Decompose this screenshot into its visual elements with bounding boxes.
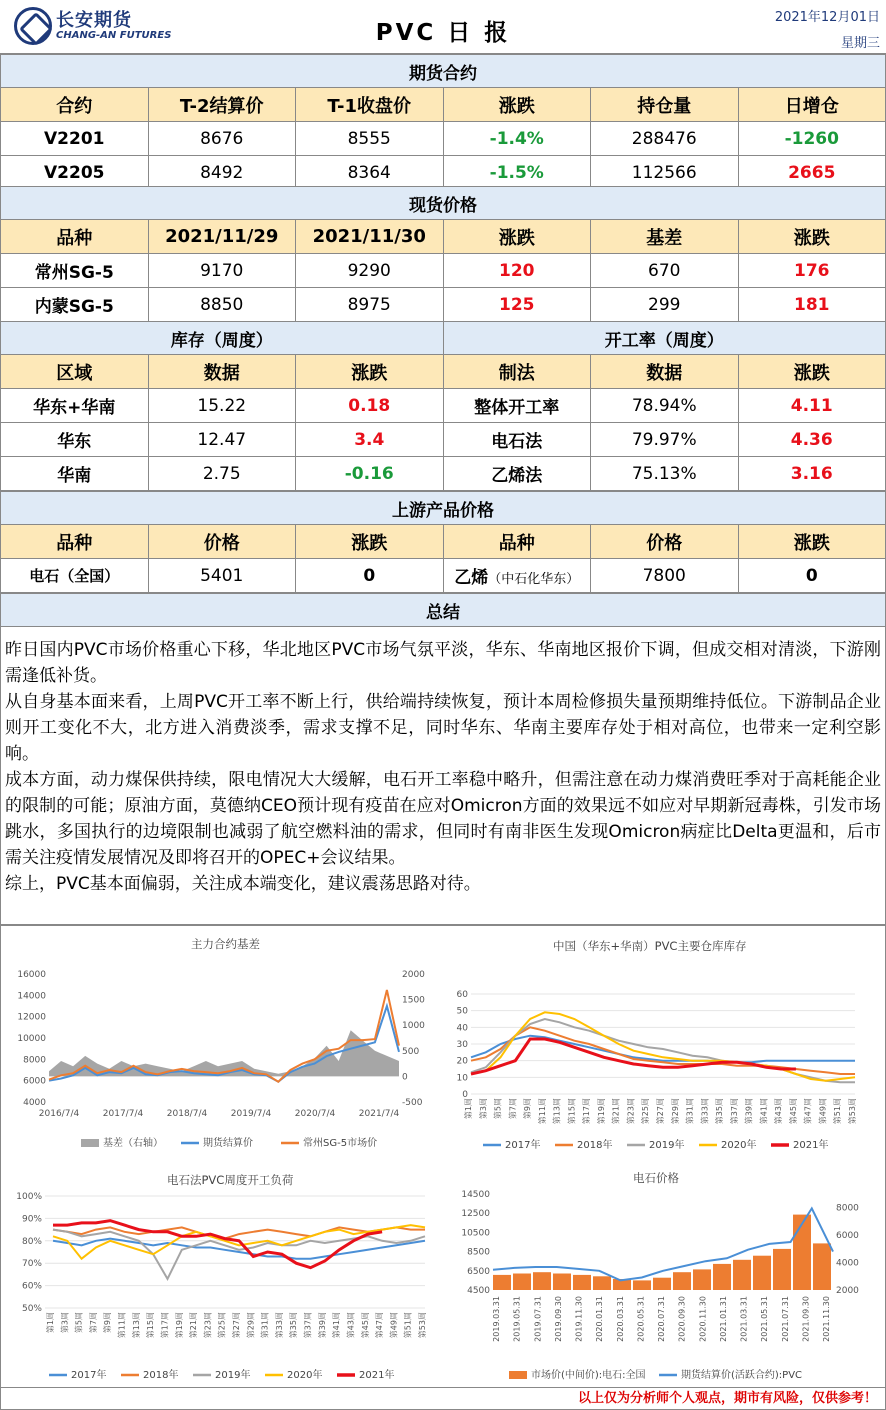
col-header: 合约 (1, 88, 149, 122)
y2-tick-label: 1000 (402, 1021, 425, 1032)
legend-label: 2021年 (359, 1370, 395, 1381)
section-title: 上游产品价格 (1, 492, 886, 525)
x-tick-label: 第43周 (346, 1312, 356, 1339)
x-tick-label: 第27周 (656, 1098, 665, 1125)
y2-tick-label: -500 (402, 1098, 423, 1108)
x-tick-label: 第29周 (670, 1098, 680, 1125)
x-tick-label: 第9周 (103, 1312, 113, 1334)
summary-paragraph: 昨日国内PVC市场价格重心下移，华北地区PVC市场气氛平淡，华东、华南地区报价下调，但成交相对清淡，下游刚需逢低补货。 (5, 640, 881, 686)
x-tick-label: 2019.03.31 (492, 1296, 501, 1342)
y-tick-label: 6500 (467, 1266, 490, 1277)
y2-tick-label: 6000 (836, 1231, 859, 1242)
x-tick-label: 2019.09.30 (553, 1296, 563, 1342)
x-tick-label: 第47周 (803, 1098, 813, 1125)
summary-paragraph: 成本方面，动力煤保供持续，限电情况大大缓解，电石开工率稳中略升，但需注意在动力煤消费旺季对于高耗能企业的限制的可能；原油方面，莫德纳CEO预计现有疫苗在应对Omicron方面的效果远不如应对早期新冠毒株，引发市场跳水，多国执行的边境限制也减弱了航空燃料油的需求，但同时有南非医生发现Omicron病症比Delta更温和，后市需关注疫情发展情况及即将召开的OPEC+会议结果。 (5, 770, 881, 868)
legend-label: 期货结算价 (203, 1138, 253, 1149)
col-header: T-2结算价 (148, 88, 296, 122)
basis-chart-svg (1, 926, 441, 1158)
x-tick-label: 第21周 (611, 1098, 621, 1125)
x-tick-label: 2020.09.30 (677, 1296, 687, 1342)
y-tick-label: 60 (456, 990, 468, 1000)
report-date: 2021年12月01日 (774, 10, 880, 25)
col-header: 2021/11/30 (296, 220, 444, 254)
x-tick-label: 2021.09.30 (801, 1296, 811, 1342)
y-tick-label: 50 (456, 1006, 468, 1017)
x-tick-label: 第53周 (848, 1098, 857, 1125)
y2-tick-label: 2000 (402, 970, 425, 980)
x-tick-label: 第49周 (389, 1312, 399, 1339)
x-tick-label: 第11周 (537, 1098, 547, 1125)
col-header: 涨跌 (443, 88, 591, 122)
x-tick-label: 第37周 (303, 1312, 313, 1339)
col-header: 2021/11/29 (148, 220, 296, 254)
y2-tick-label: 8000 (836, 1203, 859, 1214)
col-header: T-1收盘价 (296, 88, 444, 122)
section-title: 总结 (1, 594, 886, 627)
bar (773, 1249, 791, 1290)
y-tick-label: 14000 (17, 991, 46, 1002)
bar (493, 1275, 511, 1290)
x-tick-label: 第35周 (715, 1098, 725, 1125)
y-tick-label: 8000 (23, 1055, 46, 1066)
col-header: 品种 (1, 220, 149, 254)
table-row: 常州SG-5 9170 9290 120 670 176 (1, 254, 886, 288)
col-header: 涨跌 (443, 220, 591, 254)
upstream-table: 上游产品价格 品种 价格 涨跌 品种 价格 涨跌 电石（全国） 5401 0 乙烯（中石化华东） 7800 0 (0, 491, 886, 593)
x-tick-label: 2021.01.31 (718, 1296, 728, 1342)
x-tick-label: 第37周 (729, 1098, 739, 1125)
col-header: 基差 (591, 220, 739, 254)
x-tick-label: 第45周 (360, 1312, 370, 1339)
y-tick-label: 8500 (467, 1247, 490, 1258)
x-tick-label: 2020.03.31 (615, 1296, 625, 1342)
legend-label: 2019年 (215, 1370, 251, 1381)
summary-text (0, 627, 886, 925)
x-tick-label: 第15周 (146, 1312, 156, 1339)
y-tick-label: 12000 (17, 1012, 46, 1023)
x-tick-label: 第33周 (274, 1312, 284, 1339)
summary-paragraph: 综上，PVC基本面偏弱，关注成本端变化，建议震荡思路对待。 (5, 874, 481, 894)
y-tick-label: 80% (21, 1236, 42, 1247)
y-tick-label: 20 (456, 1056, 468, 1067)
x-tick-label: 第39周 (317, 1312, 327, 1339)
legend-label: 基差（右轴） (103, 1138, 163, 1149)
legend-label: 2020年 (287, 1370, 323, 1381)
bar (713, 1264, 731, 1290)
page-title: PVC 日 报 (375, 20, 511, 46)
col-header: 涨跌 (738, 220, 886, 254)
x-tick-label: 2021.07.31 (780, 1296, 790, 1342)
spot-table (0, 186, 886, 322)
operating-chart-svg (1, 1166, 441, 1388)
legend-label: 2020年 (721, 1140, 757, 1151)
bar (533, 1272, 551, 1290)
x-tick-label: 2019.07.31 (533, 1296, 543, 1342)
x-tick-label: 第19周 (174, 1312, 184, 1339)
bar (573, 1275, 591, 1290)
y2-tick-label: 2000 (836, 1286, 859, 1296)
bar (693, 1269, 711, 1290)
x-tick-label: 第17周 (582, 1098, 592, 1125)
series-line (53, 1230, 425, 1279)
y-tick-label: 30 (456, 1040, 468, 1050)
x-tick-label: 2018/7/4 (166, 1109, 208, 1119)
legend-swatch (81, 1139, 99, 1147)
x-tick-label: 第5周 (493, 1098, 503, 1120)
table-row: 内蒙SG-5 8850 8975 125 299 181 (1, 288, 886, 322)
x-tick-label: 第1周 (46, 1312, 55, 1334)
x-tick-label: 第5周 (74, 1312, 84, 1334)
bar (793, 1215, 811, 1290)
x-tick-label: 第41周 (759, 1098, 769, 1125)
company-logo: 长安期货 CHANG-AN FUTURES (14, 6, 148, 46)
y-tick-label: 12500 (461, 1209, 490, 1220)
chart-title: 主力合约基差 (191, 937, 260, 951)
y-tick-label: 40 (456, 1023, 468, 1034)
x-tick-label: 第23周 (203, 1312, 213, 1339)
table-row: 华东+华南 15.22 0.18 整体开工率 78.94% 4.11 (1, 389, 886, 423)
x-tick-label: 第49周 (818, 1098, 828, 1125)
x-tick-label: 第31周 (685, 1098, 695, 1125)
section-title: 开工率（周度） (443, 322, 886, 355)
inventory-chart-svg (443, 926, 885, 1158)
table-row: 华东 12.47 3.4 电石法 79.97% 4.36 (1, 423, 886, 457)
report-weekday: 星期三 (840, 36, 880, 51)
x-tick-label: 2019.11.30 (574, 1296, 584, 1342)
legend-label: 2019年 (649, 1140, 685, 1151)
y-tick-label: 6000 (23, 1076, 46, 1087)
section-title: 库存（周度） (1, 322, 444, 355)
x-tick-label: 第19周 (596, 1098, 606, 1125)
bar (753, 1256, 771, 1290)
x-tick-label: 2020.01.31 (595, 1296, 605, 1342)
y-tick-label: 10000 (17, 1034, 46, 1044)
chart-title: 电石价格 (633, 1171, 679, 1185)
x-tick-label: 2021.05.31 (760, 1296, 770, 1342)
x-tick-label: 第3周 (60, 1312, 70, 1334)
x-tick-label: 第53周 (418, 1312, 427, 1339)
carbide-chart (443, 1166, 885, 1388)
y2-tick-label: 500 (402, 1046, 420, 1057)
bar (593, 1276, 611, 1290)
chart-title: 电石法PVC周度开工负荷 (167, 1173, 294, 1187)
x-tick-label: 第25周 (641, 1098, 651, 1125)
x-tick-label: 第9周 (523, 1098, 533, 1120)
summary-header (0, 593, 886, 627)
x-tick-label: 2021/7/4 (358, 1109, 400, 1119)
x-tick-label: 第43周 (774, 1098, 784, 1125)
chart-title: 中国（华东+华南）PVC主要仓库库存 (553, 939, 747, 953)
y-tick-label: 0 (462, 1090, 468, 1100)
report-header (0, 0, 886, 54)
carbide-chart-svg (443, 1166, 885, 1388)
inventory-operating-table: 库存（周度） 开工率（周度） 区域 数据 涨跌 制法 数据 涨跌 华东+华南 15.22 0.18 整体开工率 78.94% 4.11 华东 12.47 3.4 电石法 79.97% 4.36 华南 2.75 -0.16 乙烯法 75.13% 3.16 (0, 321, 886, 491)
y-tick-label: 4500 (467, 1286, 490, 1296)
x-tick-label: 2019/7/4 (230, 1109, 272, 1119)
x-tick-label: 第13周 (131, 1312, 141, 1339)
x-tick-label: 第25周 (217, 1312, 227, 1339)
x-tick-label: 第7周 (508, 1098, 518, 1120)
bar (673, 1272, 691, 1290)
x-tick-label: 第47周 (375, 1312, 385, 1339)
legend-label: 2017年 (505, 1140, 541, 1151)
x-tick-label: 第11周 (117, 1312, 127, 1339)
operating-chart (1, 1166, 441, 1388)
x-tick-label: 2021.11.30 (822, 1296, 831, 1342)
x-tick-label: 第45周 (788, 1098, 798, 1125)
section-title: 期货合约 (1, 55, 886, 88)
x-tick-label: 2019.05.31 (512, 1296, 522, 1342)
x-tick-label: 第51周 (833, 1098, 843, 1125)
legend-label: 2017年 (71, 1370, 107, 1381)
x-tick-label: 第33周 (700, 1098, 710, 1125)
y-tick-label: 4000 (23, 1098, 46, 1108)
bar (813, 1243, 831, 1290)
x-tick-label: 第27周 (232, 1312, 241, 1339)
x-tick-label: 第15周 (567, 1098, 577, 1125)
section-title: 现货价格 (1, 187, 886, 220)
disclaimer: 以上仅为分析师个人观点，期市有风险，仅供参考！ (0, 1388, 886, 1410)
y-tick-label: 16000 (17, 970, 46, 980)
x-tick-label: 第41周 (332, 1312, 342, 1339)
x-tick-label: 2020.11.30 (698, 1296, 708, 1342)
bar (653, 1278, 671, 1290)
x-tick-label: 第17周 (160, 1312, 170, 1339)
x-tick-label: 第31周 (260, 1312, 270, 1339)
legend-label: 2021年 (793, 1140, 829, 1151)
x-tick-label: 第21周 (189, 1312, 199, 1339)
table-row: V2205 8492 8364 -1.5% 112566 2665 (1, 156, 886, 190)
col-header: 日增仓 (738, 88, 886, 122)
legend-label: 2018年 (577, 1140, 613, 1151)
y2-tick-label: 1500 (402, 995, 425, 1006)
legend-swatch (509, 1371, 527, 1379)
y-tick-label: 60% (21, 1281, 42, 1292)
x-tick-label: 2016/7/4 (38, 1109, 80, 1119)
y2-tick-label: 4000 (836, 1258, 859, 1269)
table-row: 电石（全国） 5401 0 乙烯（中石化华东） 7800 0 (1, 559, 886, 593)
x-tick-label: 2021.03.31 (739, 1296, 749, 1342)
x-tick-label: 第35周 (289, 1312, 299, 1339)
y-tick-label: 90% (21, 1214, 42, 1225)
basis-chart (1, 926, 441, 1158)
charts-panel (0, 925, 886, 1388)
x-tick-label: 第1周 (464, 1098, 473, 1120)
y-tick-label: 10500 (461, 1228, 490, 1239)
col-header: 持仓量 (591, 88, 739, 122)
x-tick-label: 第3周 (478, 1098, 488, 1120)
table-row: 华南 2.75 -0.16 乙烯法 75.13% 3.16 (1, 457, 886, 491)
bar (733, 1260, 751, 1290)
y-tick-label: 14500 (461, 1190, 490, 1200)
y-tick-label: 50% (21, 1304, 42, 1314)
x-tick-label: 第23周 (626, 1098, 636, 1125)
legend-label: 市场价(中间价):电石:全国 (531, 1370, 646, 1381)
x-tick-label: 第13周 (552, 1098, 562, 1125)
legend-label: 常州SG-5市场价 (303, 1138, 378, 1149)
x-tick-label: 2020.07.31 (657, 1296, 666, 1342)
x-tick-label: 2020.05.31 (636, 1296, 646, 1342)
y-tick-label: 10 (456, 1073, 468, 1084)
x-tick-label: 第51周 (403, 1312, 413, 1339)
y-tick-label: 70% (21, 1259, 42, 1270)
inventory-chart (443, 926, 885, 1158)
x-tick-label: 2020/7/4 (294, 1109, 336, 1119)
legend-label: 期货结算价(活跃合约):PVC (681, 1370, 803, 1381)
basis-area (49, 1030, 399, 1076)
legend-label: 2018年 (143, 1370, 179, 1381)
y-tick-label: 100% (16, 1192, 42, 1202)
bar (553, 1274, 571, 1291)
futures-table (0, 54, 886, 190)
series-line (471, 1012, 855, 1080)
bar (513, 1274, 531, 1291)
summary-paragraph: 从自身基本面来看，上周PVC开工率不断上行，供给端持续恢复，预计本周检修损失量预期维持低位。下游制品企业则开工变化不大，北方进入消费淡季，需求支撑不足，同时华东、华南主要库存处于相对高位，也带来一定利空影响。 (5, 692, 881, 764)
bar (633, 1280, 651, 1290)
table-row: V2201 8676 8555 -1.4% 288476 -1260 (1, 122, 886, 156)
x-tick-label: 第29周 (246, 1312, 256, 1339)
y2-tick-label: 0 (402, 1072, 408, 1083)
x-tick-label: 第39周 (744, 1098, 754, 1125)
x-tick-label: 第7周 (88, 1312, 98, 1334)
x-tick-label: 2017/7/4 (102, 1109, 144, 1119)
